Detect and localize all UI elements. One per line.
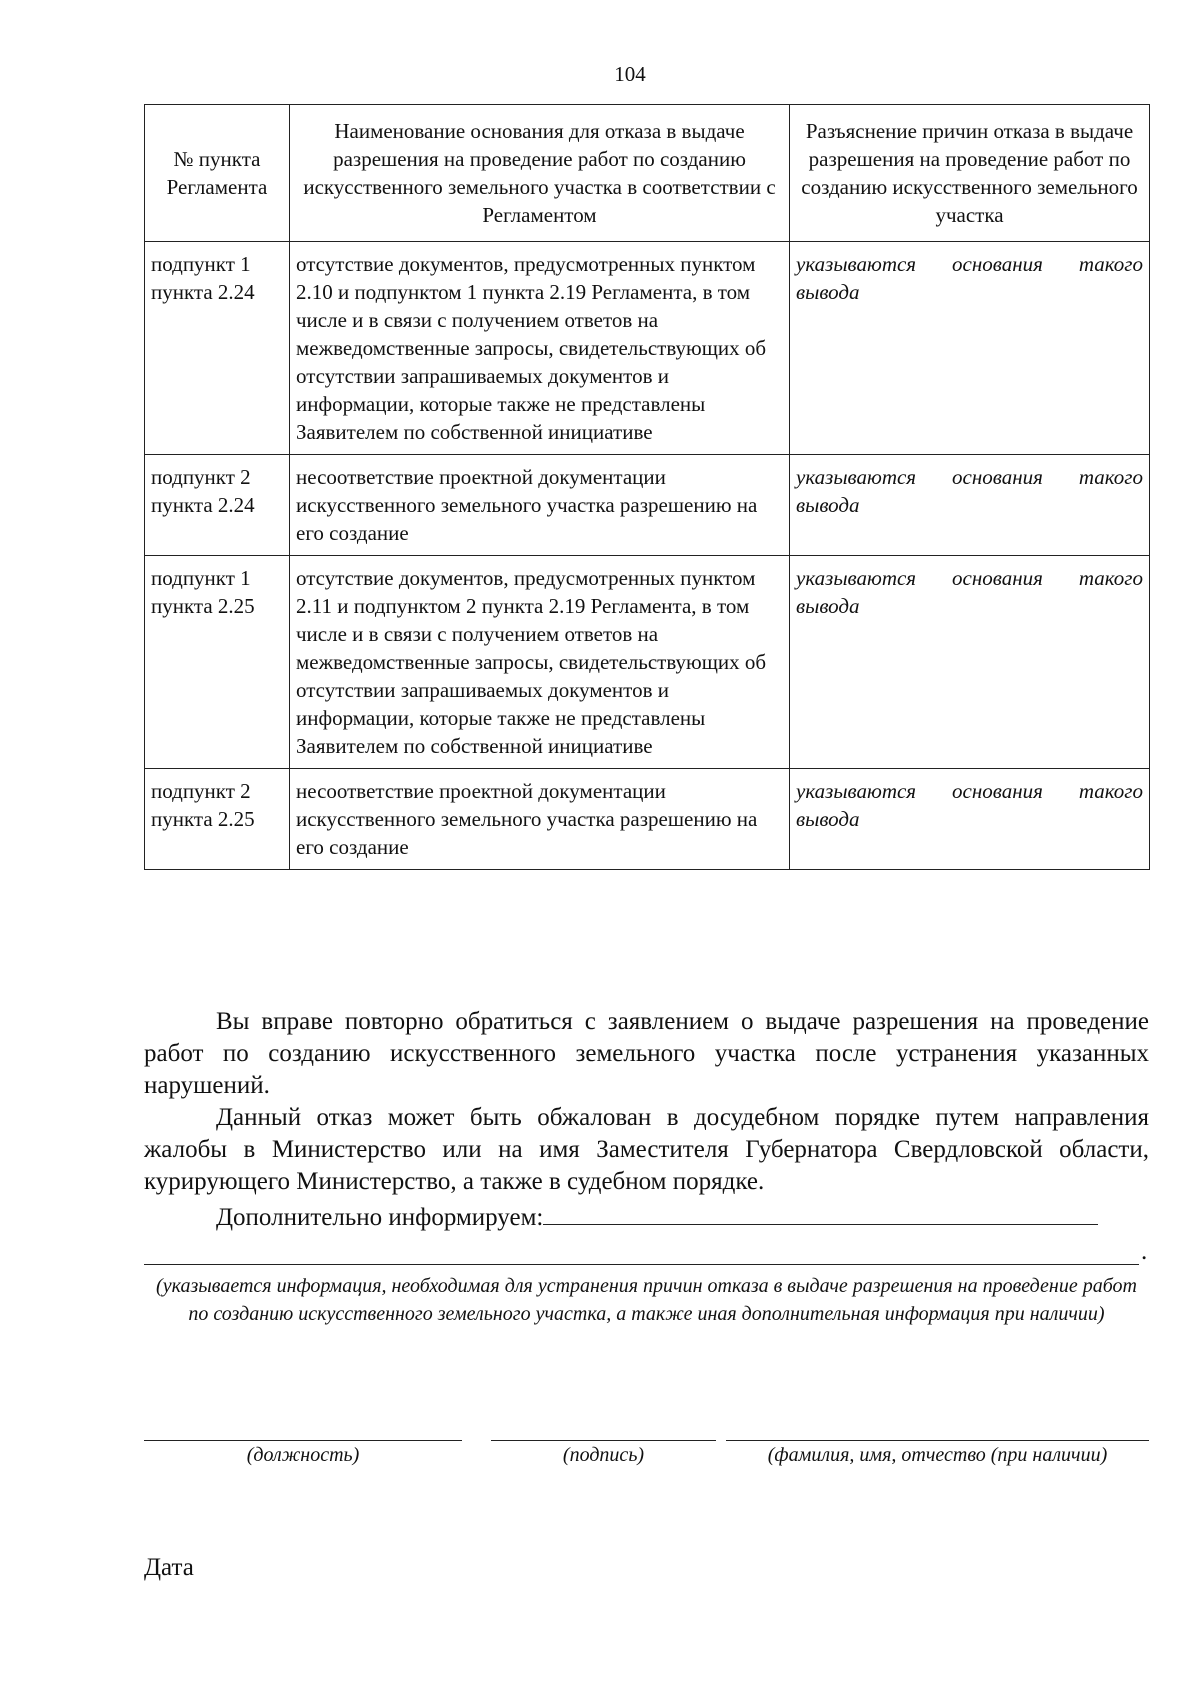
refusal-reasons-table	[144, 104, 1150, 870]
row-explanation: указываются основания такого вывода	[790, 556, 1150, 769]
sign-signature-line	[491, 1440, 716, 1441]
row-reason: несоответствие проектной документации искусственного земельного участка разрешению на его создание	[290, 455, 790, 556]
sign-label: (подпись)	[562, 1444, 645, 1466]
row-item: подпункт 1 пункта 2.25	[145, 556, 290, 769]
paragraph-reapply: Вы вправе повторно обратиться с заявлением о выдаче разрешения на проведение работ по созданию искусственного земельного участка после устранения указанных нарушений.	[144, 1008, 1149, 1099]
name-label: (фамилия, имя, отчество (при наличии)	[767, 1444, 1108, 1466]
additional-info-full-line	[144, 1264, 1139, 1265]
paragraph-additional-info	[144, 1198, 1149, 1234]
table-row	[145, 242, 1150, 455]
table-row	[145, 455, 1150, 556]
page-number: 104	[614, 62, 646, 86]
table-row	[145, 769, 1150, 870]
row-explanation: указываются основания такого вывода	[790, 455, 1150, 556]
position-signature-line	[144, 1440, 462, 1441]
header-reason: Наименование основания для отказа в выдаче разрешения на проведение работ по созданию искусственного земельного участка в соответствии с Регламентом	[290, 105, 790, 242]
row-explanation: указываются основания такого вывода	[790, 769, 1150, 870]
row-item: подпункт 2 пункта 2.24	[145, 455, 290, 556]
row-reason: несоответствие проектной документации искусственного земельного участка разрешению на его создание	[290, 769, 790, 870]
row-item: подпункт 2 пункта 2.25	[145, 769, 290, 870]
additional-info-hint: (указывается информация, необходимая для устранения причин отказа в выдаче разрешения на проведение работ по созданию искусственного земельного участка, а также иная дополнительная информация при наличии)	[156, 1275, 1137, 1325]
date-label: Дата	[144, 1554, 194, 1581]
table-header-row	[145, 105, 1150, 242]
row-explanation: указываются основания такого вывода	[790, 242, 1150, 455]
additional-info-label: Дополнительно информируем:	[216, 1204, 544, 1231]
name-signature-line	[726, 1440, 1149, 1441]
body-text	[144, 1006, 1149, 1234]
row-item: подпункт 1 пункта 2.24	[145, 242, 290, 455]
row-reason: отсутствие документов, предусмотренных пунктом 2.11 и подпунктом 2 пункта 2.19 Регламента, в том числе и в связи с получением ответов на межведомственные запросы, свидетельствующих об отсутствии запрашиваемых документов и информации, которые также не представлены Заявителем по собственной инициативе	[290, 556, 790, 769]
table-row	[145, 556, 1150, 769]
additional-info-line	[543, 1198, 1098, 1225]
row-reason: отсутствие документов, предусмотренных пунктом 2.10 и подпунктом 1 пункта 2.19 Регламента, в том числе и в связи с получением ответов на межведомственные запросы, свидетельствующих об отсутствии запрашиваемых документов и информации, которые также не представлены Заявителем по собственной инициативе	[290, 242, 790, 455]
line-end-dot: .	[1141, 1238, 1148, 1265]
header-item-number: № пункта Регламента	[145, 105, 290, 242]
paragraph-appeal: Данный отказ может быть обжалован в досудебном порядке путем направления жалобы в Министерство или на имя Заместителя Губернатора Свердловской области, курирующего Министерство, а также в судебном порядке.	[144, 1104, 1149, 1195]
header-explanation: Разъяснение причин отказа в выдаче разрешения на проведение работ по созданию искусственного земельного участка	[790, 105, 1150, 242]
position-label: (должность)	[246, 1444, 360, 1466]
